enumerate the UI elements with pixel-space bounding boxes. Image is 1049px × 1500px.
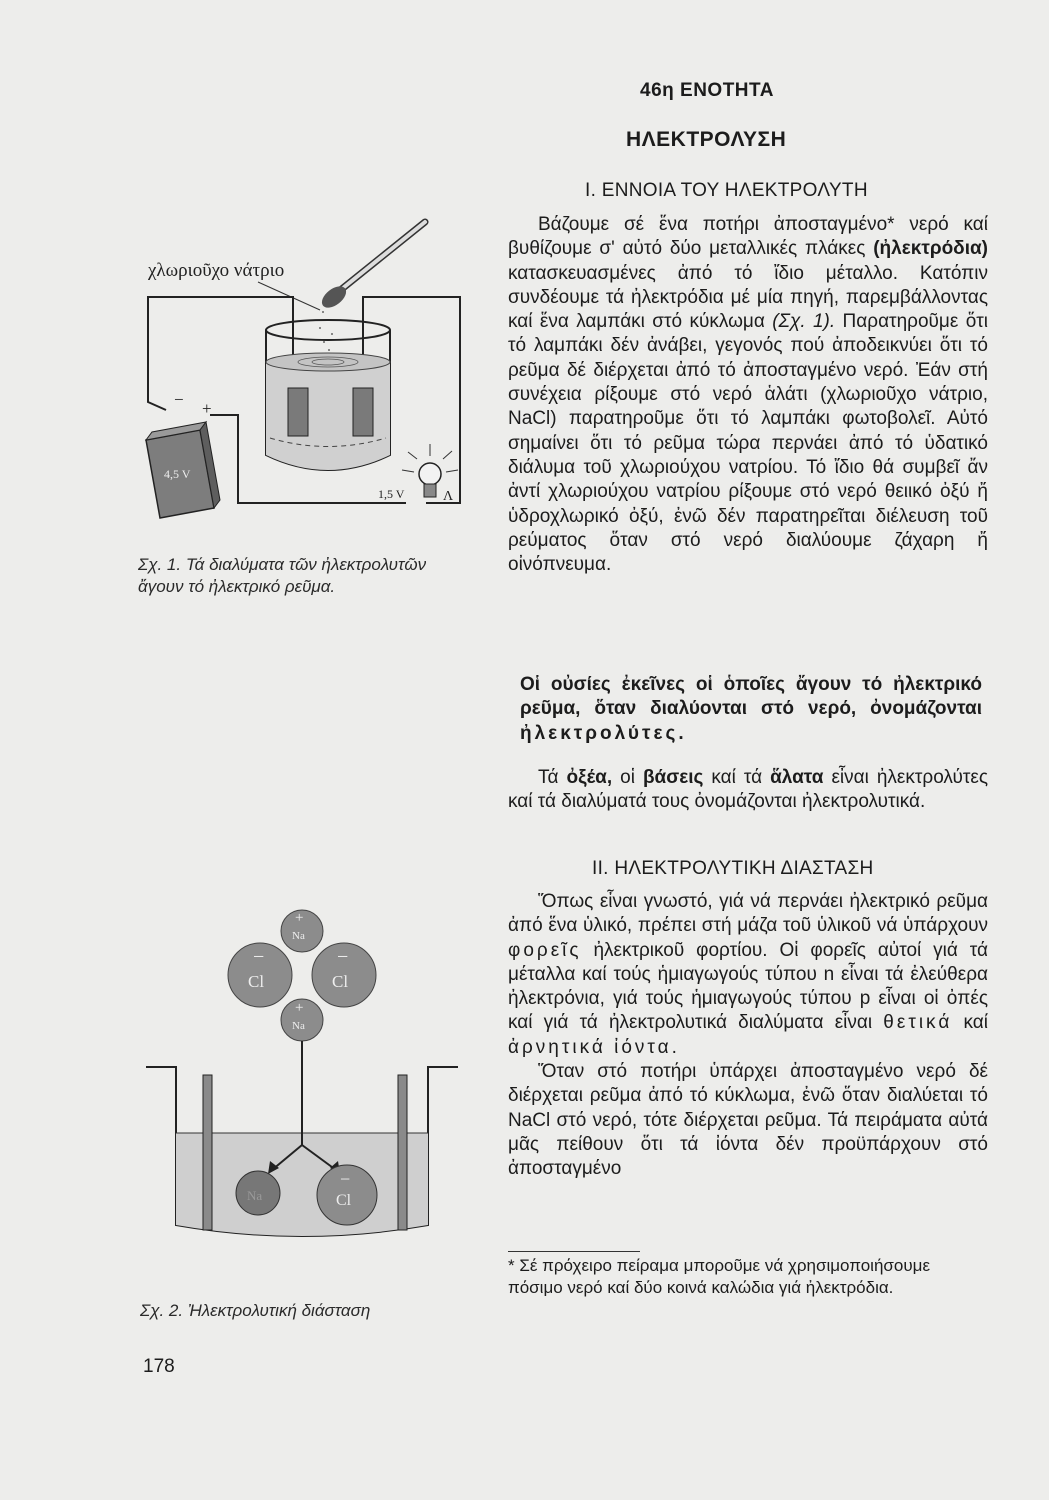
p1-term-electrodes: (ἠλεκτρόδια) [873, 238, 988, 260]
na-label-dissociated: Na [247, 1188, 263, 1203]
spoon-icon [318, 222, 425, 312]
p1-text-a: Βάζουμε σέ ἕνα ποτήρι ἀποσταγμένο* νερό καί βυθίζουμε σ' αὐτό δύο μεταλλικές πλάκες [508, 214, 988, 260]
cl-charge-right: − [337, 946, 349, 968]
cl-charge-dissociated: − [340, 1169, 351, 1189]
bulb-voltage: 1,5 V [378, 487, 405, 501]
section-2-heading: ΙΙ. ΗΛΕΚΤΡΟΛΥΤΙΚΗ ΔΙΑΣΤΑΣΗ [592, 858, 874, 879]
na-label-bottom: Na [292, 1020, 305, 1032]
p3-text-a: Τά [538, 767, 567, 788]
figure-1-diagram [138, 200, 478, 530]
electrode-right [353, 388, 373, 436]
p3-text-g: εἶναι ἠλεκτρολύτες καί τά διαλύματά τους ὀνομάζονται ἠλεκτρολυτικά. [508, 767, 988, 813]
p1-text-e: Παρατηροῦμε ὅτι τό λαμπάκι δέν ἀνάβει, γεγονός πού ἀποδεικνύει ὅτι τό ρεῦμα δέ διέρχεται ἀπό τό ἀποσταγμένο νερό. Ἐάν στή συνέχεια ρίξουμε στό νερό ἁλάτι (χλωριοῦχο νάτριο, NaCl) παρατηροῦμε ὅτι τό λαμπάκι φωτοβολεῖ. Αὐτό σημαίνει ὅτι τό ρεῦμα τώρα περνάει ἀπό τό ὑδατικό διάλυμα τοῦ χλωριούχου νατρίου. Τό ἴδιο θά συμβεῖ ἄν ἀντί χλωριούχου νατρίου ρίξουμε στό νερό θειικό ὀξύ ἤ ὑδροχλωρικό ὀξύ, ἐνῶ δέν παρατηρεῖται διέλευση τοῦ ρεύματος ὅταν στό νερό διαλύουμε ζάχαρη ἤ οἰνόπνευμα. [508, 311, 988, 576]
footnote-rule [508, 1251, 640, 1252]
p3-text-c: οἱ [612, 767, 643, 788]
cl-label-left: Cl [248, 972, 265, 991]
na-label-top: Na [292, 930, 305, 942]
section-1-heading: Ι. ΕΝΝΟΙΑ ΤΟΥ ΗΛΕΚΤΡΟΛΥΤΗ [585, 180, 868, 201]
bulb-letter: Λ [443, 489, 454, 504]
battery [146, 390, 220, 518]
p1-text-c: κατασκευασμένες ἀπό τό ἴδιο μέταλλο. Κατόπιν συνδέουμε τά ἠλεκτρόδια μέ μία πηγή, παρεμβάλλοντας καί ἕνα λαμπάκι στό κύκλωμα [508, 262, 988, 333]
figure-2 [140, 895, 460, 1295]
definition-text: Οἱ οὐσίες ἐκεῖνες οἱ ὁποῖες ἄγουν τό ἠλεκτρικό ρεῦμα, ὅταν διαλύονται στό νερό, ὀνομάζονται [520, 674, 982, 720]
p3-term-acids: ὀξέα, [566, 767, 613, 788]
page-number: 178 [143, 1356, 175, 1377]
s2p1-term-positive: θετικά [883, 1012, 953, 1034]
section-1-paragraph-3 [508, 766, 988, 815]
battery-plus: + [202, 399, 212, 418]
electrode-right-fig2 [398, 1075, 407, 1230]
page-title: ΗΛΕΚΤΡΟΛΥΣΗ [626, 128, 787, 151]
battery-minus: − [174, 390, 184, 409]
figure-1-caption: Σχ. 1. Τά διαλύματα τῶν ἠλεκτρολυτῶν ἄγουν τό ἠλεκτρικό ρεῦμα. [138, 555, 427, 596]
p3-text-e: καί τά [703, 767, 771, 788]
p3-term-salts: ἅλατα [770, 767, 824, 788]
s2p1-term-negative-ions: ἀρνητικά ἰόντα. [508, 1036, 680, 1058]
cl-charge-left: − [253, 946, 265, 968]
p3-term-bases: βάσεις [642, 767, 704, 788]
nacl-crystal [228, 910, 376, 1041]
cl-label-right: Cl [332, 972, 349, 991]
figure-2-diagram [140, 895, 460, 1295]
section-2-paragraph-2: Ὅταν στό ποτήρι ὑπάρχει ἀποσταγμένο νερό δέ διέρχεται ρεῦμα ἀπό τό κύκλωμα, ἐνῶ ὅταν διαλύεται τό NaCl στό νερό, τότε διέρχεται ρεῦμα. Τά πειράματα αὐτά μᾶς πείθουν ὅτι τά ἰόντα δέν προϋπάρχουν στό ἀποσταγμένο [508, 1061, 988, 1180]
footnote: * Σέ πρόχειρο πείραμα μποροῦμε νά χρησιμοποιήσουμε πόσιμο νερό καί δύο κοινά καλώδια γιά ἠλεκτρόδια. [508, 1256, 931, 1297]
section-2-paragraph-1 [508, 890, 988, 1182]
unit-heading: 46η ΕΝΟΤΗΤΑ [640, 80, 774, 101]
s2p1-text-a: Ὅπως εἶναι γνωστό, γιά νά περνάει ἠλεκτρικό ρεῦμα ἀπό ἕνα ὑλικό, πρέπει στή μάζα τοῦ ὑλικοῦ νά ὑπάρχουν [508, 891, 988, 937]
definition-paragraph [520, 673, 982, 746]
battery-voltage: 4,5 V [164, 467, 191, 481]
sodium-chloride-label: χλωριοῦχο νάτριο [148, 260, 285, 281]
definition-term: ἠλεκτρολύτες. [520, 722, 687, 744]
section-1-paragraph-1 [508, 213, 988, 577]
electrode-left-fig2 [203, 1075, 212, 1230]
figure-1 [138, 200, 478, 530]
s2p1-term-carriers: φορεῖς [508, 939, 582, 961]
na-charge-top: + [295, 910, 304, 926]
s2p1-text-e: καί [952, 1012, 988, 1034]
na-charge-bottom: + [295, 1000, 304, 1016]
electrode-left [288, 388, 308, 436]
figure-2-caption: Σχ. 2. Ἠλεκτρολυτική διάσταση [140, 1301, 371, 1320]
cl-label-dissociated: Cl [336, 1192, 352, 1209]
p1-figure-ref: (Σχ. 1). [772, 311, 836, 333]
s2p1-text-c: ἠλεκτρικοῦ φορτίου. Οἱ φορεῖς αὐτοί γιά τά μέταλλα καί τούς ἡμιαγωγούς τύπου n εἶναι τά ἐλεύθερα ἠλεκτρόνια, γιά τούς ἡμιαγωγούς τύπου p εἶναι οἱ ὀπές καί γιά τά ἠλεκτρολυτικά διαλύματα εἶναι [508, 939, 988, 1034]
